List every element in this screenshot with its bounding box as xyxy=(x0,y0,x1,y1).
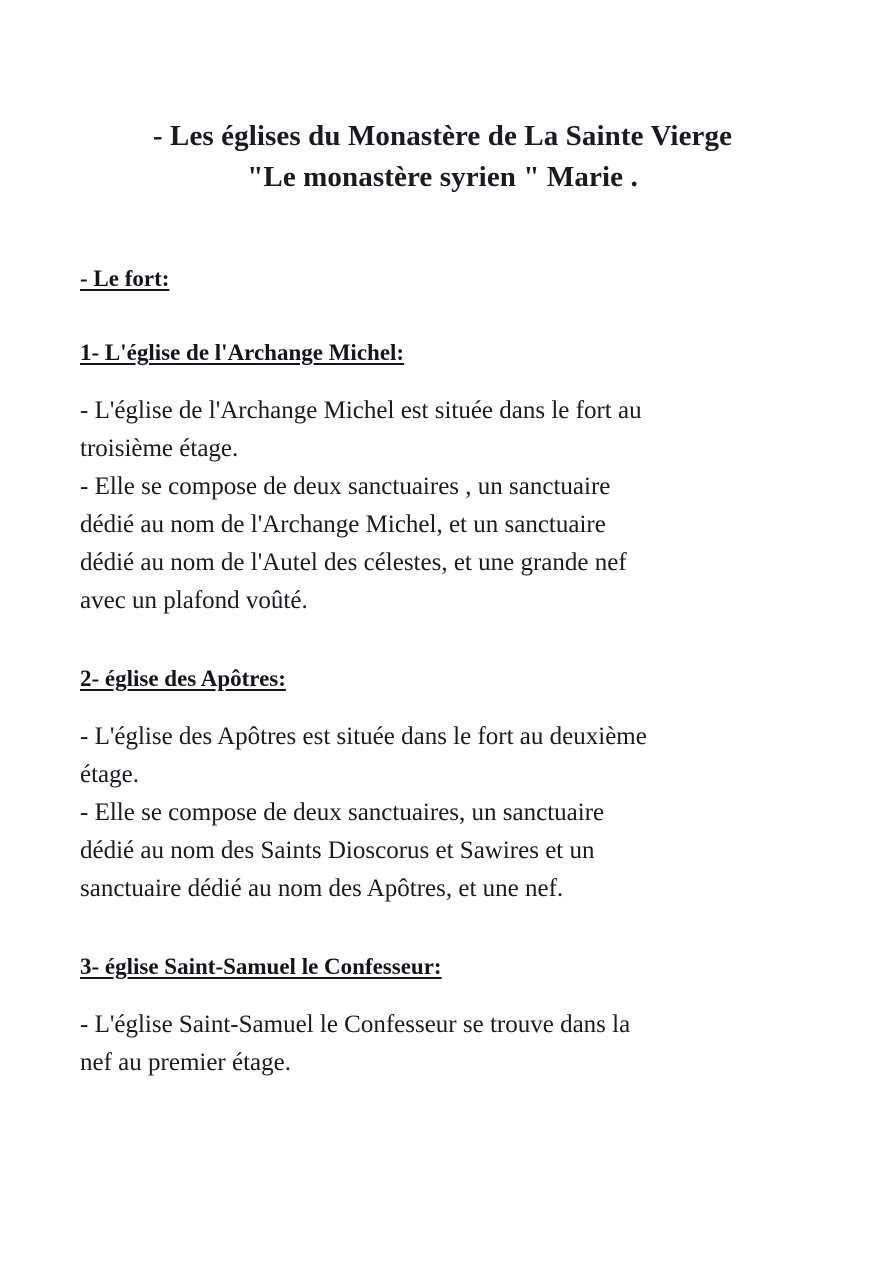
church-paragraph-archange-michel xyxy=(80,368,805,620)
paragraph-line: - L'église Saint-Samuel le Confesseur se trouve dans la xyxy=(80,1011,631,1038)
paragraph-line: troisième étage. xyxy=(80,435,239,462)
paragraph-line: - Elle se compose de deux sanctuaires, un sanctuaire xyxy=(80,799,605,826)
church-heading-saint-samuel xyxy=(80,908,805,982)
church-heading-apotres-label: 2- église des Apôtres: xyxy=(80,666,286,691)
church-paragraph-apotres xyxy=(80,694,805,908)
church-heading-saint-samuel-label: 3- église Saint-Samuel le Confesseur: xyxy=(80,954,442,979)
paragraph-line: dédié au nom de l'Autel des célestes, et une grande nef xyxy=(80,549,627,576)
paragraph-line: - L'église de l'Archange Michel est située dans le fort au xyxy=(80,397,642,424)
paragraph-line: sanctuaire dédié au nom des Apôtres, et une nef. xyxy=(80,875,564,902)
page-title-line-2: "Le monastère syrien " Marie . xyxy=(247,161,638,193)
paragraph-line: étage. xyxy=(80,761,139,788)
paragraph-line: nef au premier étage. xyxy=(80,1049,291,1076)
church-heading-archange-michel xyxy=(80,294,805,368)
paragraph-line: avec un plafond voûté. xyxy=(80,587,308,614)
section-heading-le-fort xyxy=(80,198,805,294)
church-paragraph-saint-samuel xyxy=(80,982,805,1082)
church-heading-archange-michel-label: 1- L'église de l'Archange Michel: xyxy=(80,340,405,365)
section-heading-le-fort-label: - Le fort: xyxy=(80,266,170,291)
page-title xyxy=(80,0,805,198)
page-title-line-1: - Les églises du Monastère de La Sainte Vierge xyxy=(152,120,733,152)
document-body xyxy=(80,0,805,1082)
paragraph-line: - L'église des Apôtres est située dans le fort au deuxième xyxy=(80,723,647,750)
paragraph-line: dédié au nom des Saints Dioscorus et Sawires et un xyxy=(80,837,595,864)
paragraph-line: - Elle se compose de deux sanctuaires , un sanctuaire xyxy=(80,473,611,500)
church-heading-apotres xyxy=(80,620,805,694)
paragraph-line: dédié au nom de l'Archange Michel, et un sanctuaire xyxy=(80,511,606,538)
